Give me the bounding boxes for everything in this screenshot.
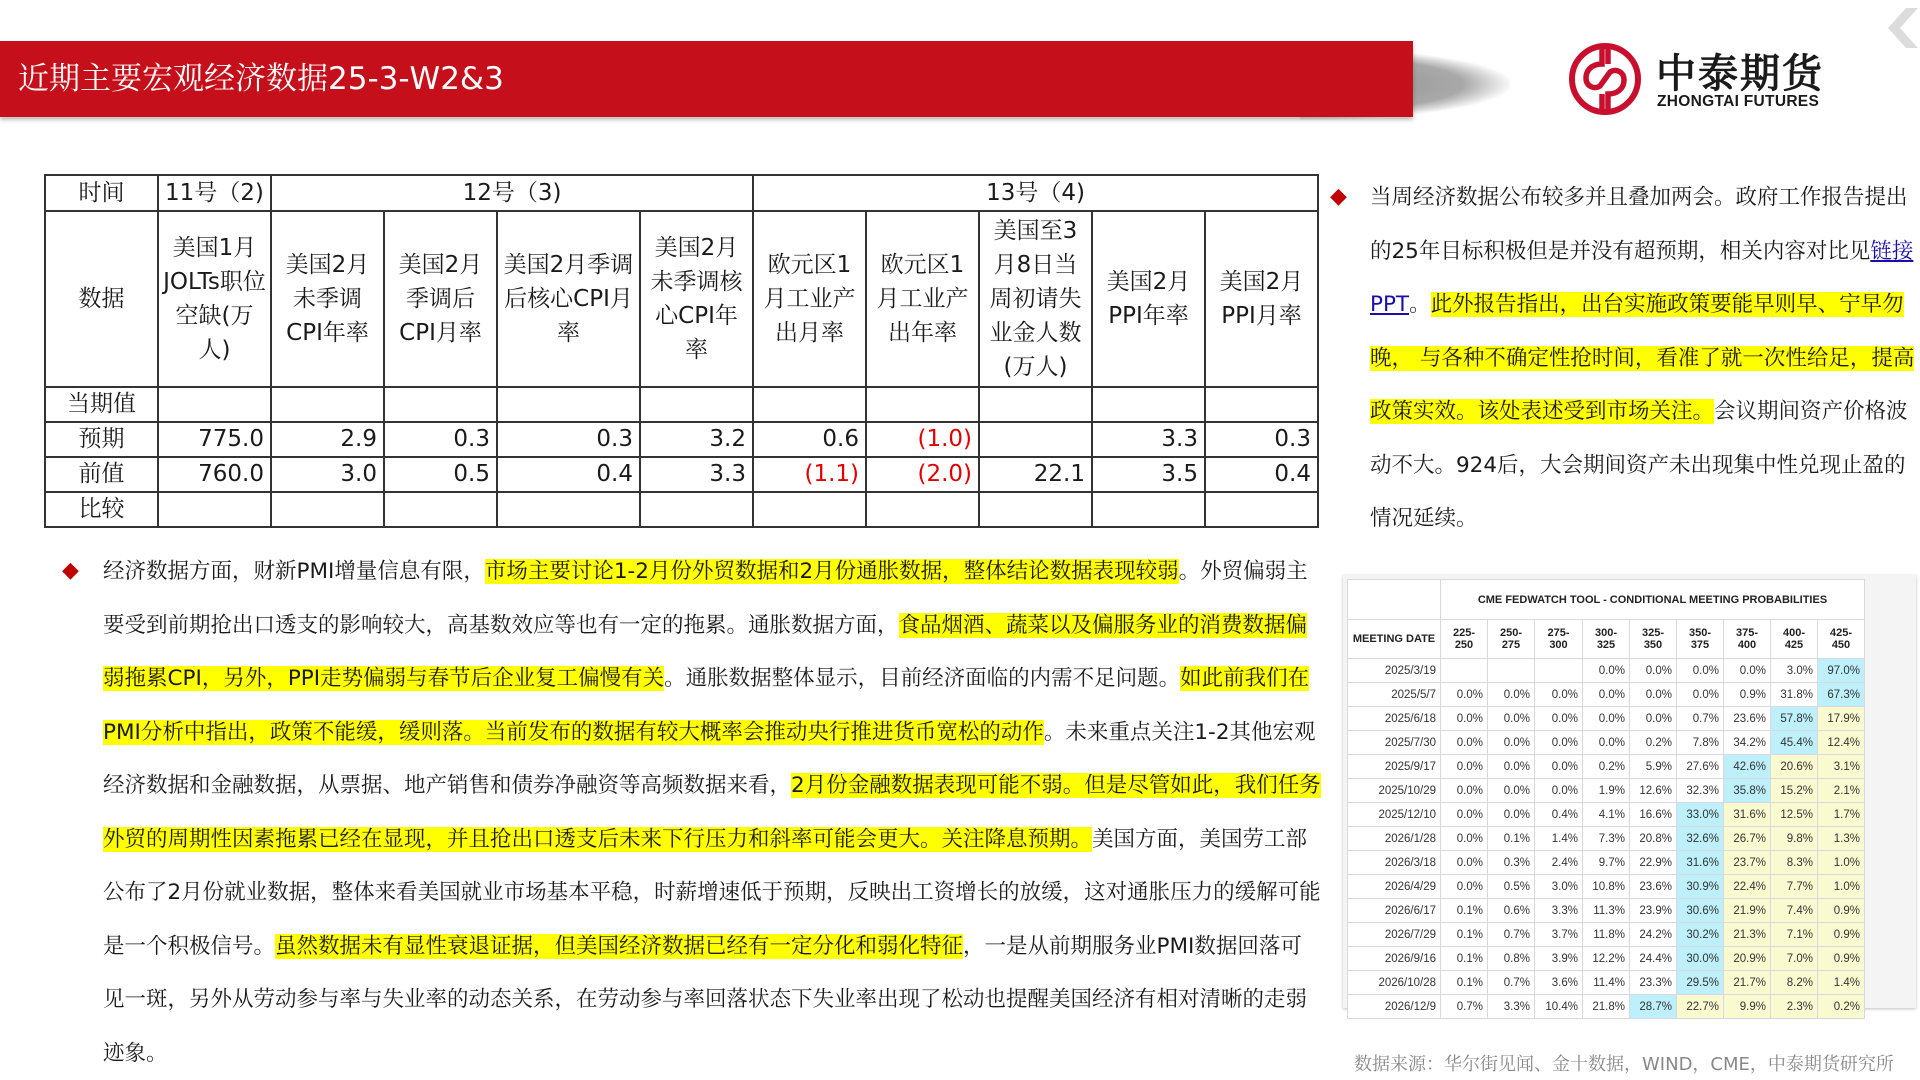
actual-value <box>979 387 1092 422</box>
probability-cell: 0.0% <box>1535 707 1583 731</box>
probability-cell: 0.0% <box>1583 731 1630 755</box>
meeting-date: 2025/6/18 <box>1348 707 1441 731</box>
probability-cell: 27.6% <box>1677 755 1724 779</box>
meeting-date: 2026/10/28 <box>1348 971 1441 995</box>
probability-cell: 0.9% <box>1818 899 1865 923</box>
meeting-date: 2026/7/29 <box>1348 923 1441 947</box>
forecast-value: 3.3 <box>1092 422 1205 457</box>
rate-range-header: 275-300 <box>1535 620 1583 659</box>
probability-cell: 0.0% <box>1488 707 1535 731</box>
forecast-value: 3.2 <box>640 422 753 457</box>
row-label-time: 时间 <box>45 175 158 211</box>
meeting-date: 2026/9/16 <box>1348 947 1441 971</box>
compare-value <box>979 492 1092 527</box>
probability-cell: 24.2% <box>1630 923 1677 947</box>
group-header: 11号（2) <box>158 175 271 211</box>
probability-cell: 32.3% <box>1677 779 1724 803</box>
probability-cell: 0.0% <box>1441 827 1488 851</box>
probability-cell: 0.5% <box>1488 875 1535 899</box>
meeting-row <box>1348 827 1865 851</box>
actual-value <box>158 387 271 422</box>
probability-cell: 9.9% <box>1724 995 1771 1019</box>
probability-cell: 12.2% <box>1583 947 1630 971</box>
probability-cell: 9.8% <box>1771 827 1818 851</box>
compare-value <box>497 492 640 527</box>
probability-cell: 97.0% <box>1818 659 1865 683</box>
row-label-compare: 比较 <box>45 492 158 527</box>
meeting-date: 2025/7/30 <box>1348 731 1441 755</box>
indicator-name: 欧元区1月工业产出月率 <box>753 211 866 387</box>
probability-cell: 3.1% <box>1818 755 1865 779</box>
probability-cell: 12.6% <box>1630 779 1677 803</box>
probability-cell: 7.3% <box>1583 827 1630 851</box>
cme-fedwatch-panel <box>1343 575 1916 1013</box>
meeting-date: 2025/9/17 <box>1348 755 1441 779</box>
actual-row <box>45 387 1318 422</box>
probability-cell: 0.0% <box>1535 683 1583 707</box>
probability-cell: 8.3% <box>1771 851 1818 875</box>
rate-range-header: 350-375 <box>1677 620 1724 659</box>
text-segment: 。外贸偏弱主要受到前期抢出口透支的影响较大，高基数效应等也有一定的拖累。通胀数据方面， <box>103 559 1308 638</box>
probability-cell: 0.7% <box>1441 995 1488 1019</box>
indicator-name: 美国2月PPI年率 <box>1092 211 1205 387</box>
indicator-row <box>45 211 1318 387</box>
probability-cell: 0.0% <box>1441 683 1488 707</box>
probability-cell: 4.1% <box>1583 803 1630 827</box>
probability-cell: 22.7% <box>1677 995 1724 1019</box>
probability-cell: 0.0% <box>1441 779 1488 803</box>
company-logo <box>1568 40 1920 120</box>
forecast-value: 0.3 <box>384 422 497 457</box>
meeting-row <box>1348 899 1865 923</box>
title-bar <box>0 41 1413 117</box>
meeting-date: 2026/1/28 <box>1348 827 1441 851</box>
indicator-name: 美国至3月8日当周初请失业金人数(万人) <box>979 211 1092 387</box>
actual-value <box>1092 387 1205 422</box>
probability-cell: 0.2% <box>1818 995 1865 1019</box>
probability-cell: 0.0% <box>1488 779 1535 803</box>
previous-value: 3.0 <box>271 457 384 492</box>
probability-cell: 15.2% <box>1771 779 1818 803</box>
compare-value <box>866 492 979 527</box>
probability-cell: 1.9% <box>1583 779 1630 803</box>
probability-cell: 0.0% <box>1488 731 1535 755</box>
cme-title: CME FEDWATCH TOOL - CONDITIONAL MEETING PROBABILITIES <box>1441 580 1865 620</box>
previous-value: (1.1) <box>753 457 866 492</box>
forecast-row <box>45 422 1318 457</box>
probability-cell: 0.0% <box>1535 779 1583 803</box>
meeting-row <box>1348 947 1865 971</box>
probability-cell: 0.0% <box>1535 755 1583 779</box>
meeting-row <box>1348 707 1865 731</box>
indicator-name: 美国2月季调后核心CPI月率 <box>497 211 640 387</box>
compare-value <box>1092 492 1205 527</box>
forecast-value: 2.9 <box>271 422 384 457</box>
compare-value <box>753 492 866 527</box>
row-label-previous: 前值 <box>45 457 158 492</box>
probability-cell: 0.0% <box>1630 659 1677 683</box>
page-title: 近期主要宏观经济数据25-3-W2&3 <box>18 61 504 97</box>
probability-cell: 16.6% <box>1630 803 1677 827</box>
compare-value <box>158 492 271 527</box>
probability-cell: 23.6% <box>1724 707 1771 731</box>
rate-range-header: 300-325 <box>1583 620 1630 659</box>
probability-cell: 30.6% <box>1677 899 1724 923</box>
meeting-row <box>1348 659 1865 683</box>
probability-cell: 20.8% <box>1630 827 1677 851</box>
data-source-note: 数据来源：华尔街见闻、金十数据，WIND，CME，中泰期货研究所 <box>1354 1054 1894 1075</box>
text-segment: 当周经济数据公布较多并且叠加两会。政府工作报告提出的25年目标积极但是并没有超预期，相关内容对比见 <box>1370 185 1908 264</box>
probability-cell: 0.1% <box>1441 923 1488 947</box>
probability-cell: 21.7% <box>1724 971 1771 995</box>
probability-cell: 3.7% <box>1535 923 1583 947</box>
probability-cell: 0.8% <box>1488 947 1535 971</box>
time-row <box>45 175 1318 211</box>
compare-value <box>640 492 753 527</box>
logo-name-cn: 中泰期货 <box>1656 51 1824 97</box>
probability-cell: 0.0% <box>1488 683 1535 707</box>
previous-value: (2.0) <box>866 457 979 492</box>
previous-value: 760.0 <box>158 457 271 492</box>
compare-value <box>1205 492 1318 527</box>
probability-cell: 10.4% <box>1535 995 1583 1019</box>
actual-value <box>1205 387 1318 422</box>
probability-cell <box>1535 659 1583 683</box>
probability-cell: 0.9% <box>1818 947 1865 971</box>
text-segment: 经济数据方面，财新PMI增量信息有限， <box>103 559 485 584</box>
logo-name-en: ZHONGTAI FUTURES <box>1657 93 1820 110</box>
probability-cell: 22.9% <box>1630 851 1677 875</box>
meeting-row <box>1348 779 1865 803</box>
meeting-date: 2025/3/19 <box>1348 659 1441 683</box>
highlighted-text: 此外报告指出，出台实施政策要能早则早、宁早勿晚， 与各种不确定性抢时间，看准了就一次性给足，提高政策实效。该处表述受到市场关注。 <box>1370 292 1915 424</box>
meeting-date: 2025/10/29 <box>1348 779 1441 803</box>
probability-cell: 12.5% <box>1771 803 1818 827</box>
probability-cell: 0.7% <box>1677 707 1724 731</box>
previous-value: 0.5 <box>384 457 497 492</box>
macro-data-table <box>44 174 1319 528</box>
probability-cell: 33.0% <box>1677 803 1724 827</box>
probability-cell: 0.0% <box>1488 755 1535 779</box>
probability-cell: 1.0% <box>1818 875 1865 899</box>
probability-cell: 1.4% <box>1818 971 1865 995</box>
meeting-date: 2025/5/7 <box>1348 683 1441 707</box>
forecast-value <box>979 422 1092 457</box>
probability-cell: 0.0% <box>1583 683 1630 707</box>
actual-value <box>866 387 979 422</box>
meeting-date: 2026/6/17 <box>1348 899 1441 923</box>
meeting-row <box>1348 731 1865 755</box>
probability-cell: 21.8% <box>1583 995 1630 1019</box>
meeting-date: 2025/12/10 <box>1348 803 1441 827</box>
probability-cell: 29.5% <box>1677 971 1724 995</box>
previous-value: 3.5 <box>1092 457 1205 492</box>
rate-range-header: 375-400 <box>1724 620 1771 659</box>
highlighted-text: 食品烟酒、蔬菜以及偏服务业的消费数据偏弱拖累CPI，另外，PPI走势偏弱与春节后企业复工偏慢有关 <box>103 612 1308 691</box>
probability-cell <box>1441 659 1488 683</box>
cme-fedwatch-table <box>1347 579 1865 1019</box>
meeting-row <box>1348 683 1865 707</box>
probability-cell <box>1488 659 1535 683</box>
indicator-name: 美国1月JOLTs职位空缺(万人) <box>158 211 271 387</box>
probability-cell: 0.0% <box>1583 707 1630 731</box>
meeting-date: 2026/4/29 <box>1348 875 1441 899</box>
diamond-bullet-icon: ◆ <box>62 558 79 583</box>
right-commentary <box>1370 171 1915 546</box>
probability-cell: 42.6% <box>1724 755 1771 779</box>
probability-cell: 0.0% <box>1441 875 1488 899</box>
actual-value <box>271 387 384 422</box>
probability-cell: 0.0% <box>1630 707 1677 731</box>
actual-value <box>753 387 866 422</box>
probability-cell: 11.3% <box>1583 899 1630 923</box>
probability-cell: 0.2% <box>1630 731 1677 755</box>
probability-cell: 17.9% <box>1818 707 1865 731</box>
group-header: 13号（4) <box>753 175 1318 211</box>
probability-cell: 3.9% <box>1535 947 1583 971</box>
back-chevron-icon[interactable] <box>1880 4 1920 52</box>
probability-cell: 0.0% <box>1630 683 1677 707</box>
group-header: 12号（3) <box>271 175 753 211</box>
previous-value: 0.4 <box>1205 457 1318 492</box>
probability-cell: 12.4% <box>1818 731 1865 755</box>
probability-cell: 7.7% <box>1771 875 1818 899</box>
diamond-bullet-icon: ◆ <box>1330 184 1347 209</box>
rate-range-header: 425-450 <box>1818 620 1865 659</box>
probability-cell: 11.4% <box>1583 971 1630 995</box>
cme-header-row <box>1348 620 1865 659</box>
previous-value: 3.3 <box>640 457 753 492</box>
meeting-date: 2026/12/9 <box>1348 995 1441 1019</box>
rate-range-header: 250-275 <box>1488 620 1535 659</box>
row-label-forecast: 预期 <box>45 422 158 457</box>
probability-cell: 0.9% <box>1724 683 1771 707</box>
forecast-value: 0.3 <box>1205 422 1318 457</box>
highlighted-text: 虽然数据未有显性衰退证据，但美国经济数据已经有一定分化和弱化特征 <box>275 933 964 959</box>
probability-cell: 30.2% <box>1677 923 1724 947</box>
probability-cell: 3.0% <box>1771 659 1818 683</box>
probability-cell: 1.3% <box>1818 827 1865 851</box>
probability-cell: 9.7% <box>1583 851 1630 875</box>
probability-cell: 22.4% <box>1724 875 1771 899</box>
compare-row <box>45 492 1318 527</box>
probability-cell: 21.9% <box>1724 899 1771 923</box>
probability-cell: 26.7% <box>1724 827 1771 851</box>
probability-cell: 31.6% <box>1677 851 1724 875</box>
probability-cell: 0.0% <box>1488 803 1535 827</box>
forecast-value: 0.6 <box>753 422 866 457</box>
meeting-row <box>1348 971 1865 995</box>
indicator-name: 美国2月未季调核心CPI年率 <box>640 211 753 387</box>
probability-cell: 0.0% <box>1583 659 1630 683</box>
probability-cell: 30.9% <box>1677 875 1724 899</box>
row-label-data: 数据 <box>45 211 158 387</box>
probability-cell: 31.6% <box>1724 803 1771 827</box>
probability-cell: 8.2% <box>1771 971 1818 995</box>
text-segment: ，一是从前期服务业PMI数据回落可见一斑，另外从劳动参与率与失业率的动态关系，在劳动参与率回落状态下失业率出现了松动也提醒美国经济有相对清晰的走弱迹象。 <box>103 933 1308 1066</box>
probability-cell: 45.4% <box>1771 731 1818 755</box>
probability-cell: 0.0% <box>1535 731 1583 755</box>
meeting-date: 2026/3/18 <box>1348 851 1441 875</box>
probability-cell: 0.0% <box>1677 659 1724 683</box>
compare-value <box>384 492 497 527</box>
previous-value: 22.1 <box>979 457 1092 492</box>
probability-cell: 0.0% <box>1441 803 1488 827</box>
meeting-row <box>1348 923 1865 947</box>
rate-range-header: 325-350 <box>1630 620 1677 659</box>
text-segment: 。未来重点关注1-2其他宏观经济数据和金融数据，从票据、地产销售和债券净融资等高频数据来看， <box>103 719 1316 798</box>
probability-cell: 0.4% <box>1535 803 1583 827</box>
probability-cell: 0.0% <box>1724 659 1771 683</box>
meeting-row <box>1348 875 1865 899</box>
probability-cell: 0.9% <box>1818 923 1865 947</box>
probability-cell: 32.6% <box>1677 827 1724 851</box>
probability-cell: 23.9% <box>1630 899 1677 923</box>
forecast-value: (1.0) <box>866 422 979 457</box>
probability-cell: 3.3% <box>1488 995 1535 1019</box>
actual-value <box>384 387 497 422</box>
row-label-actual: 当期值 <box>45 387 158 422</box>
actual-value <box>640 387 753 422</box>
probability-cell: 0.7% <box>1488 971 1535 995</box>
probability-cell: 7.1% <box>1771 923 1818 947</box>
probability-cell: 23.7% <box>1724 851 1771 875</box>
probability-cell: 2.3% <box>1771 995 1818 1019</box>
probability-cell: 0.1% <box>1488 827 1535 851</box>
text-segment: 会议期间资产价格波动不大。924后，大会期间资产未出现集中性兑现止盈的情况延续。 <box>1370 399 1908 531</box>
highlighted-text: 如此前我们在PMI分析中指出，政策不能缓，缓则落。当前发布的数据有较大概率会推动央行推进货币宽松的动作 <box>103 666 1310 745</box>
previous-row <box>45 457 1318 492</box>
rate-range-header: 400-425 <box>1771 620 1818 659</box>
probability-cell: 28.7% <box>1630 995 1677 1019</box>
indicator-name: 欧元区1月工业产出年率 <box>866 211 979 387</box>
probability-cell: 67.3% <box>1818 683 1865 707</box>
probability-cell: 0.3% <box>1488 851 1535 875</box>
rate-range-header: 225-250 <box>1441 620 1488 659</box>
forecast-value: 775.0 <box>158 422 271 457</box>
actual-value <box>497 387 640 422</box>
probability-cell: 0.1% <box>1441 899 1488 923</box>
main-commentary <box>103 545 1323 1080</box>
probability-cell: 0.0% <box>1441 707 1488 731</box>
probability-cell: 0.0% <box>1677 683 1724 707</box>
probability-cell: 7.4% <box>1771 899 1818 923</box>
meeting-row <box>1348 995 1865 1019</box>
probability-cell: 31.8% <box>1771 683 1818 707</box>
probability-cell: 20.9% <box>1724 947 1771 971</box>
probability-cell: 5.9% <box>1630 755 1677 779</box>
meeting-row <box>1348 803 1865 827</box>
probability-cell: 0.6% <box>1488 899 1535 923</box>
indicator-name: 美国2月PPI月率 <box>1205 211 1318 387</box>
probability-cell: 10.8% <box>1583 875 1630 899</box>
probability-cell: 0.1% <box>1441 971 1488 995</box>
probability-cell: 3.3% <box>1535 899 1583 923</box>
indicator-name: 美国2月季调后CPI月率 <box>384 211 497 387</box>
probability-cell: 35.8% <box>1724 779 1771 803</box>
probability-cell: 23.3% <box>1630 971 1677 995</box>
probability-cell: 57.8% <box>1771 707 1818 731</box>
probability-cell: 20.6% <box>1771 755 1818 779</box>
text-segment: 。 <box>1409 292 1431 317</box>
meeting-date-header: MEETING DATE <box>1348 620 1441 659</box>
meeting-row <box>1348 851 1865 875</box>
probability-cell: 0.7% <box>1488 923 1535 947</box>
probability-cell: 11.8% <box>1583 923 1630 947</box>
probability-cell: 2.4% <box>1535 851 1583 875</box>
probability-cell: 1.0% <box>1818 851 1865 875</box>
probability-cell: 0.2% <box>1583 755 1630 779</box>
probability-cell: 2.1% <box>1818 779 1865 803</box>
probability-cell: 0.0% <box>1441 731 1488 755</box>
probability-cell: 34.2% <box>1724 731 1771 755</box>
probability-cell: 21.3% <box>1724 923 1771 947</box>
probability-cell: 1.7% <box>1818 803 1865 827</box>
highlighted-text: 2月份金融数据表现可能不弱。但是尽管如此，我们任务外贸的周期性因素拖累已经在显现，并且抢出口透支后未来下行压力和斜率可能会更大。关注降息预期。 <box>103 773 1321 852</box>
probability-cell: 3.0% <box>1535 875 1583 899</box>
cme-title-row <box>1348 580 1865 620</box>
text-segment: 。通胀数据整体显示，目前经济面临的内需不足问题。 <box>664 666 1181 691</box>
highlighted-text: 市场主要讨论1-2月份外贸数据和2月份通胀数据，整体结论数据表现较弱 <box>484 559 1179 584</box>
previous-value: 0.4 <box>497 457 640 492</box>
probability-cell: 0.0% <box>1441 755 1488 779</box>
probability-cell: 7.8% <box>1677 731 1724 755</box>
probability-cell: 3.6% <box>1535 971 1583 995</box>
probability-cell: 1.4% <box>1535 827 1583 851</box>
indicator-name: 美国2月未季调CPI年率 <box>271 211 384 387</box>
text-segment: 美国方面，美国劳工部公布了2月份就业数据，整体来看美国就业市场基本平稳，时薪增速低于预期，反映出工资增长的放缓，这对通胀压力的缓解可能是一个积极信号。 <box>103 826 1321 959</box>
probability-cell: 0.0% <box>1441 851 1488 875</box>
probability-cell: 24.4% <box>1630 947 1677 971</box>
probability-cell: 23.6% <box>1630 875 1677 899</box>
probability-cell: 30.0% <box>1677 947 1724 971</box>
compare-value <box>271 492 384 527</box>
forecast-value: 0.3 <box>497 422 640 457</box>
zhongtai-logo-icon <box>1568 42 1642 116</box>
ppt-link[interactable]: 链接PPT <box>1370 238 1914 317</box>
cme-corner-cell <box>1348 580 1441 620</box>
probability-cell: 7.0% <box>1771 947 1818 971</box>
meeting-row <box>1348 755 1865 779</box>
probability-cell: 0.1% <box>1441 947 1488 971</box>
